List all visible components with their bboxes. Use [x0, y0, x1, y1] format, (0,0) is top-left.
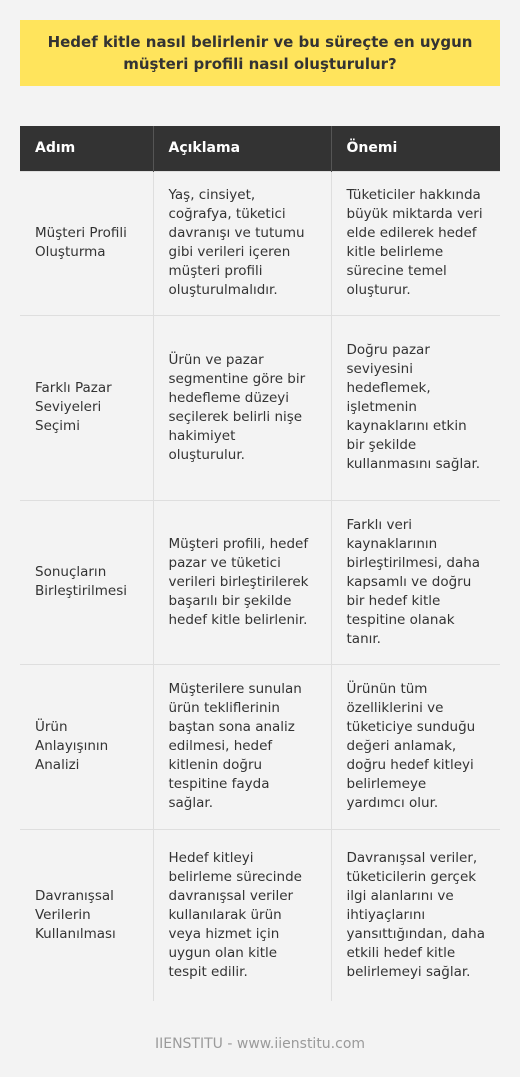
column-header-step: Adım — [20, 126, 153, 171]
importance-cell: Ürünün tüm özelliklerini ve tüketiciye sunduğu değeri anlamak, doğru hedef kitleyi belirlemeye yardımcı olur. — [331, 664, 500, 829]
step-cell: Sonuçların Birleştirilmesi — [20, 500, 153, 664]
description-cell: Müşteri profili, hedef pazar ve tüketici verileri birleştirilerek başarılı bir şekilde hedef kitle belirlenir. — [153, 500, 331, 664]
title-banner — [20, 20, 500, 86]
step-cell: Müşteri Profili Oluşturma — [20, 171, 153, 315]
table-header-row — [20, 126, 500, 171]
description-cell: Yaş, cinsiyet, coğrafya, tüketici davranışı ve tutumu gibi verileri içeren müşteri profili oluşturulmalıdır. — [153, 171, 331, 315]
importance-cell: Farklı veri kaynaklarının birleştirilmesi, daha kapsamlı ve doğru bir hedef kitle tespitine olanak tanır. — [331, 500, 500, 664]
footer-credit: IIENSTITU - www.iienstitu.com — [154, 1036, 366, 1052]
description-cell: Ürün ve pazar segmentine göre bir hedefleme düzeyi seçilerek belirli nişe hakimiyet oluşturulur. — [153, 315, 331, 500]
table-row — [20, 315, 500, 500]
description-cell: Müşterilere sunulan ürün tekliflerinin baştan sona analiz edilmesi, hedef kitlenin doğru tespitine fayda sağlar. — [153, 664, 331, 829]
importance-cell: Doğru pazar seviyesini hedeflemek, işletmenin kaynaklarını etkin bir şekilde kullanmasını sağlar. — [331, 315, 500, 500]
description-cell: Hedef kitleyi belirleme sürecinde davranışsal veriler kullanılarak ürün veya hizmet için uygun olan kitle tespit edilir. — [153, 829, 331, 1001]
step-cell: Davranışsal Verilerin Kullanılması — [20, 829, 153, 1001]
step-cell: Farklı Pazar Seviyeleri Seçimi — [20, 315, 153, 500]
column-header-importance: Önemi — [331, 126, 500, 171]
table-row — [20, 171, 500, 315]
importance-cell: Tüketiciler hakkında büyük miktarda veri elde edilerek hedef kitle belirleme sürecine temel oluşturur. — [331, 171, 500, 315]
page-title: Hedef kitle nasıl belirlenir ve bu süreçte en uygun müşteri profili nasıl oluşturulur? — [47, 33, 473, 73]
table-row — [20, 664, 500, 829]
step-cell: Ürün Anlayışının Analizi — [20, 664, 153, 829]
importance-cell: Davranışsal veriler, tüketicilerin gerçek ilgi alanlarını ve ihtiyaçlarını yansıttığından, daha etkili hedef kitle belirlemeyi sağlar. — [331, 829, 500, 1001]
table-row — [20, 500, 500, 664]
steps-table — [20, 126, 500, 1001]
table-row — [20, 829, 500, 1001]
column-header-description: Açıklama — [153, 126, 331, 171]
